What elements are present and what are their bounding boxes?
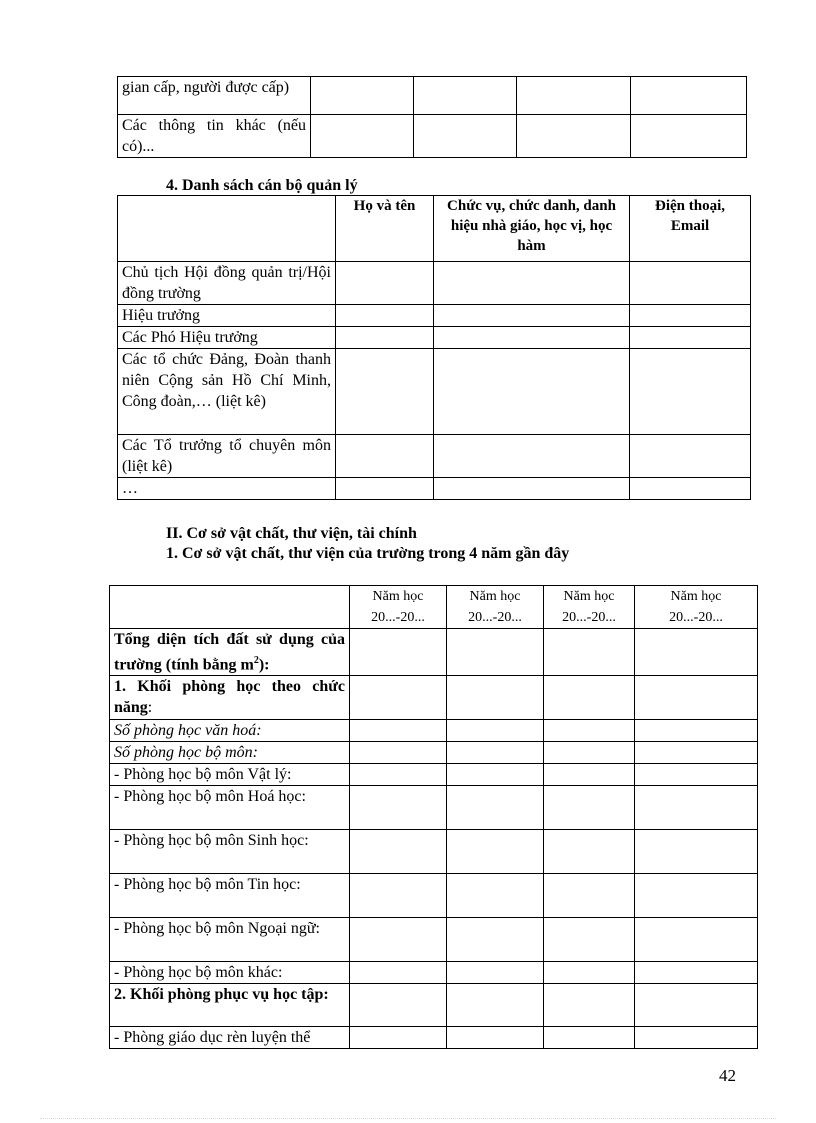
empty-cell (336, 478, 434, 500)
empty-cell (635, 786, 758, 830)
empty-cell (544, 830, 635, 874)
empty-cell (544, 984, 635, 1027)
empty-cell (350, 1027, 447, 1049)
empty-cell (447, 764, 544, 786)
empty-cell (447, 918, 544, 962)
empty-cell (336, 262, 434, 305)
empty-cell (336, 327, 434, 349)
empty-cell (630, 435, 751, 478)
row-label: Các Tổ trưởng tổ chuyên môn (liệt kê) (118, 435, 336, 478)
empty-cell (447, 874, 544, 918)
empty-cell (544, 874, 635, 918)
row-label-bold: 1. Khối phòng học theo chức năng (114, 678, 345, 717)
year-label: Năm học (563, 589, 615, 604)
empty-cell (350, 874, 447, 918)
row-label: 2. Khối phòng phục vụ học tập: (110, 984, 350, 1027)
year-range: 20...-20... (371, 610, 425, 625)
empty-cell (350, 764, 447, 786)
row-label: Hiệu trưởng (118, 305, 336, 327)
total-area-text: Tổng diện tích đất sử dụng của trường (tính bằng m (114, 631, 345, 674)
total-area-label (110, 629, 350, 676)
empty-cell (350, 984, 447, 1027)
year-header (447, 586, 544, 629)
empty-cell (630, 349, 751, 435)
empty-cell (635, 629, 758, 676)
row-label: … (118, 478, 336, 500)
superscript: 2 (253, 655, 259, 666)
empty-cell (350, 676, 447, 720)
section-ii-1-heading: 1. Cơ sở vật chất, thư viện của trường trong 4 năm gần đây (166, 545, 570, 562)
empty-cell (635, 962, 758, 984)
empty-cell (517, 77, 631, 115)
page-number: 42 (719, 1066, 736, 1085)
empty-cell (350, 742, 447, 764)
header-blank (110, 586, 350, 629)
empty-cell (350, 962, 447, 984)
empty-cell (544, 720, 635, 742)
row-label: Số phòng học văn hoá: (110, 720, 350, 742)
empty-cell (544, 764, 635, 786)
total-area-tail: ): (258, 656, 270, 674)
empty-cell (336, 305, 434, 327)
page-bottom-divider (40, 1118, 776, 1119)
empty-cell (544, 742, 635, 764)
empty-cell (544, 629, 635, 676)
management-staff-table (117, 195, 751, 500)
empty-cell (635, 742, 758, 764)
empty-cell (434, 305, 630, 327)
row-label: - Phòng học bộ môn Ngoại ngữ: (110, 918, 350, 962)
empty-cell (630, 327, 751, 349)
year-label: Năm học (670, 589, 722, 604)
empty-cell (635, 918, 758, 962)
empty-cell (350, 830, 447, 874)
row-label: - Phòng học bộ môn Vật lý: (110, 764, 350, 786)
empty-cell (336, 349, 434, 435)
year-range: 20...-20... (468, 610, 522, 625)
empty-cell (544, 918, 635, 962)
empty-cell (311, 77, 414, 115)
empty-cell (544, 962, 635, 984)
year-header (544, 586, 635, 629)
empty-cell (447, 1027, 544, 1049)
header-blank (118, 196, 336, 262)
empty-cell (350, 629, 447, 676)
empty-cell (630, 262, 751, 305)
row-label: - Phòng học bộ môn Tin học: (110, 874, 350, 918)
row-label: - Phòng học bộ môn Hoá học: (110, 786, 350, 830)
empty-cell (447, 962, 544, 984)
empty-cell (447, 984, 544, 1027)
empty-cell (434, 349, 630, 435)
header-contact: Điện thoại, Email (630, 196, 751, 262)
row-label: - Phòng học bộ môn Sinh học: (110, 830, 350, 874)
row-label: Chủ tịch Hội đồng quản trị/Hội đồng trường (118, 262, 336, 305)
empty-cell (414, 77, 517, 115)
empty-cell (350, 720, 447, 742)
empty-cell (447, 676, 544, 720)
row-label: Các tổ chức Đảng, Đoàn thanh niên Cộng sản Hồ Chí Minh, Công đoàn,… (liệt kê) (118, 349, 336, 435)
empty-cell (434, 327, 630, 349)
empty-cell (544, 1027, 635, 1049)
header-name: Họ và tên (336, 196, 434, 262)
row-label: - Phòng giáo dục rèn luyện thể (110, 1027, 350, 1049)
empty-cell (350, 786, 447, 830)
empty-cell (544, 676, 635, 720)
year-label: Năm học (469, 589, 521, 604)
empty-cell (635, 984, 758, 1027)
empty-cell (635, 720, 758, 742)
facilities-table (109, 585, 758, 1049)
empty-cell (434, 478, 630, 500)
empty-cell (635, 676, 758, 720)
empty-cell (447, 742, 544, 764)
empty-cell (631, 77, 747, 115)
empty-cell (517, 115, 631, 158)
year-range: 20...-20... (669, 610, 723, 625)
row-label: gian cấp, người được cấp) (118, 77, 311, 115)
empty-cell (635, 830, 758, 874)
empty-cell (447, 720, 544, 742)
empty-cell (630, 305, 751, 327)
row-label: - Phòng học bộ môn khác: (110, 962, 350, 984)
empty-cell (447, 629, 544, 676)
empty-cell (434, 435, 630, 478)
empty-cell (631, 115, 747, 158)
year-label: Năm học (372, 589, 424, 604)
empty-cell (447, 786, 544, 830)
year-header (350, 586, 447, 629)
empty-cell (447, 830, 544, 874)
row-label: Các thông tin khác (nếu có)... (118, 115, 311, 158)
empty-cell (630, 478, 751, 500)
empty-cell (414, 115, 517, 158)
year-range: 20...-20... (562, 610, 616, 625)
row-label: Các Phó Hiệu trưởng (118, 327, 336, 349)
row-label: Số phòng học bộ môn: (110, 742, 350, 764)
empty-cell (434, 262, 630, 305)
year-header (635, 586, 758, 629)
empty-cell (635, 764, 758, 786)
row-label-suffix: : (147, 699, 153, 717)
table-top-continuation (117, 76, 747, 158)
empty-cell (311, 115, 414, 158)
header-title: Chức vụ, chức danh, danh hiệu nhà giáo, học vị, học hàm (434, 196, 630, 262)
section-ii-heading: II. Cơ sở vật chất, thư viện, tài chính (166, 525, 417, 542)
empty-cell (544, 786, 635, 830)
section-4-heading: 4. Danh sách cán bộ quản lý (166, 177, 358, 194)
empty-cell (635, 874, 758, 918)
row-label (110, 676, 350, 720)
empty-cell (350, 918, 447, 962)
empty-cell (336, 435, 434, 478)
empty-cell (635, 1027, 758, 1049)
